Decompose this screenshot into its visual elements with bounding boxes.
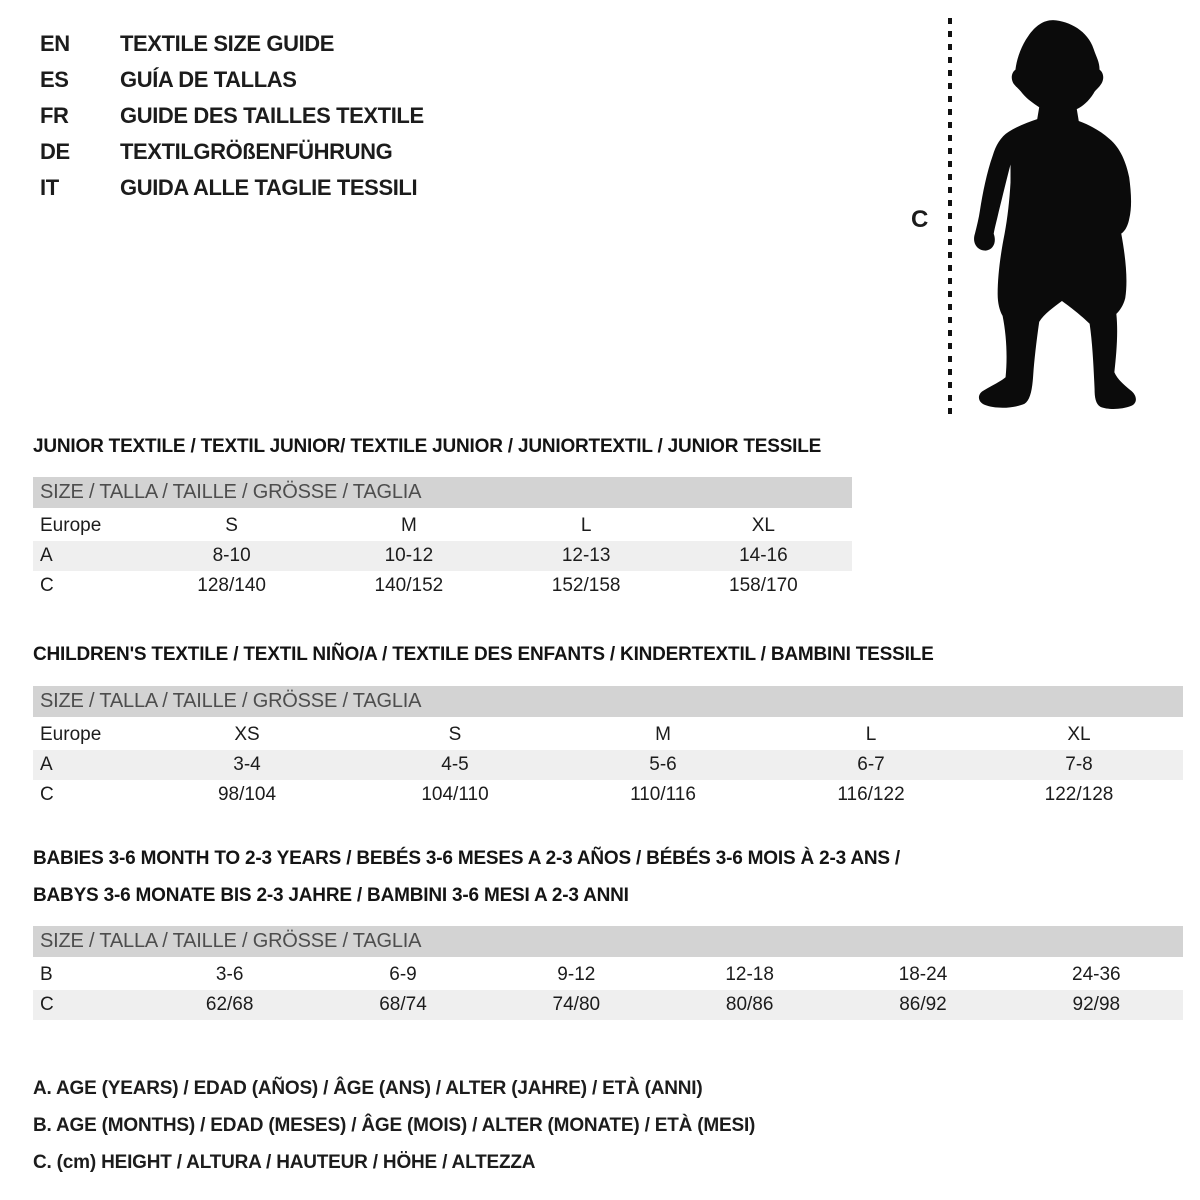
size-cell: 4-5 [441, 754, 469, 775]
section-title [33, 640, 1183, 670]
size-cell: 62/68 [205, 994, 254, 1015]
size-cell: 6-7 [857, 754, 885, 775]
size-cell: 9-12 [557, 964, 596, 985]
height-measure-figure [905, 14, 1167, 420]
section-junior-textile [33, 432, 852, 601]
size-cell: 128/140 [197, 575, 266, 596]
guide-title: GUIDE DES TAILLES TEXTILE [120, 103, 424, 128]
row-label: Europe [40, 724, 102, 745]
language-title-list [40, 26, 424, 206]
guide-title: TEXTILE SIZE GUIDE [120, 31, 335, 56]
row-label: C [40, 784, 54, 805]
legend-age-months: B. AGE (MONTHS) / EDAD (MESES) / ÂGE (MOIS) / ALTER (MONATE) / ETÀ (MESI) [33, 1115, 756, 1136]
section-title-line2: BABYS 3-6 MONATE BIS 2-3 JAHRE / BAMBINI 3-6 MESI A 2-3 ANNI [33, 885, 629, 906]
section-babies-textile [33, 840, 1183, 1020]
table-row [33, 571, 852, 601]
size-cell: 140/152 [374, 575, 444, 596]
table-row [33, 720, 1183, 750]
size-cell: 104/110 [421, 784, 489, 805]
size-cell: 3-4 [233, 754, 261, 775]
toddler-silhouette-image [967, 14, 1147, 416]
size-cell: 152/158 [551, 575, 621, 596]
size-table [33, 720, 1183, 810]
size-table [33, 960, 1183, 1020]
row-label: Europe [40, 515, 102, 536]
table-row [33, 541, 852, 571]
size-cell: 74/80 [552, 994, 601, 1015]
size-cell: XL [1067, 724, 1091, 745]
height-dashed-line [947, 18, 953, 416]
legend-height-cm: C. (cm) HEIGHT / ALTURA / HAUTEUR / HÖHE / ALTEZZA [33, 1152, 536, 1173]
size-cell: 12-18 [725, 964, 774, 985]
guide-title: GUÍA DE TALLAS [120, 67, 297, 92]
size-cell: 158/170 [729, 575, 798, 596]
size-cell: 10-12 [384, 545, 434, 566]
size-cell: M [400, 515, 417, 536]
guide-title: TEXTILGRÖßENFÜHRUNG [120, 139, 393, 164]
row-label: C [40, 994, 54, 1015]
size-cell: S [448, 724, 462, 745]
size-cell: S [225, 515, 238, 536]
size-cell: 5-6 [649, 754, 677, 775]
size-cell: 86/92 [899, 994, 947, 1015]
size-header-bar: SIZE / TALLA / TAILLE / GRÖSSE / TAGLIA [33, 686, 1183, 717]
language-code: DE [40, 139, 70, 164]
table-row [33, 511, 852, 541]
table-row [33, 750, 1183, 780]
size-cell: XL [751, 515, 775, 536]
size-cell: XS [234, 724, 260, 745]
size-cell: 122/128 [1044, 784, 1114, 805]
section-title [33, 840, 1183, 914]
section-title-text: CHILDREN'S TEXTILE / TEXTIL NIÑO/A / TEXTILE DES ENFANTS / KINDERTEXTIL / BAMBINI TESSILE [33, 644, 934, 665]
size-table [33, 511, 852, 601]
size-cell: 110/116 [630, 784, 696, 805]
size-cell: 116/122 [837, 784, 905, 805]
language-code: IT [40, 175, 59, 200]
size-cell: 8-10 [212, 545, 251, 566]
size-cell: 12-13 [561, 545, 611, 566]
language-code: EN [40, 31, 70, 56]
section-title-text: BABIES 3-6 MONTH TO 2-3 YEARS / BEBÉS 3-6 MESES A 2-3 AÑOS / BÉBÉS 3-6 MOIS À 2-3 ANS / [33, 848, 901, 869]
size-cell: 3-6 [215, 964, 244, 985]
size-header-bar: SIZE / TALLA / TAILLE / GRÖSSE / TAGLIA [33, 477, 852, 508]
measure-legend [33, 1070, 755, 1181]
table-row [33, 960, 1183, 990]
size-cell: M [655, 724, 671, 745]
size-cell: 18-24 [898, 964, 948, 985]
size-cell: 98/104 [217, 784, 277, 805]
section-title-text: JUNIOR TEXTILE / TEXTIL JUNIOR/ TEXTILE JUNIOR / JUNIORTEXTIL / JUNIOR TESSILE [33, 436, 822, 457]
row-label: A [40, 754, 53, 775]
language-code: FR [40, 103, 69, 128]
size-cell: 24-36 [1072, 964, 1121, 985]
size-cell: 14-16 [739, 545, 788, 566]
language-row [40, 98, 424, 134]
size-cell: L [580, 515, 592, 536]
section-title [33, 432, 852, 462]
table-row [33, 990, 1183, 1020]
language-row [40, 170, 424, 206]
guide-title: GUIDA ALLE TAGLIE TESSILI [120, 175, 418, 200]
size-cell: L [865, 724, 877, 745]
row-label: C [40, 575, 54, 596]
language-row [40, 26, 424, 62]
row-label: A [40, 545, 53, 566]
language-row [40, 134, 424, 170]
language-code: ES [40, 67, 69, 92]
size-header-bar: SIZE / TALLA / TAILLE / GRÖSSE / TAGLIA [33, 926, 1183, 957]
size-cell: 6-9 [389, 964, 417, 985]
legend-age-years: A. AGE (YEARS) / EDAD (AÑOS) / ÂGE (ANS) / ALTER (JAHRE) / ETÀ (ANNI) [33, 1078, 703, 1099]
table-row [33, 780, 1183, 810]
section-childrens-textile [33, 640, 1183, 810]
row-label: B [40, 964, 53, 985]
size-cell: 80/86 [725, 994, 774, 1015]
language-row [40, 62, 424, 98]
size-cell: 68/74 [379, 994, 427, 1015]
size-cell: 92/98 [1072, 994, 1121, 1015]
height-measure-label: C [911, 206, 929, 233]
size-cell: 7-8 [1065, 754, 1093, 775]
